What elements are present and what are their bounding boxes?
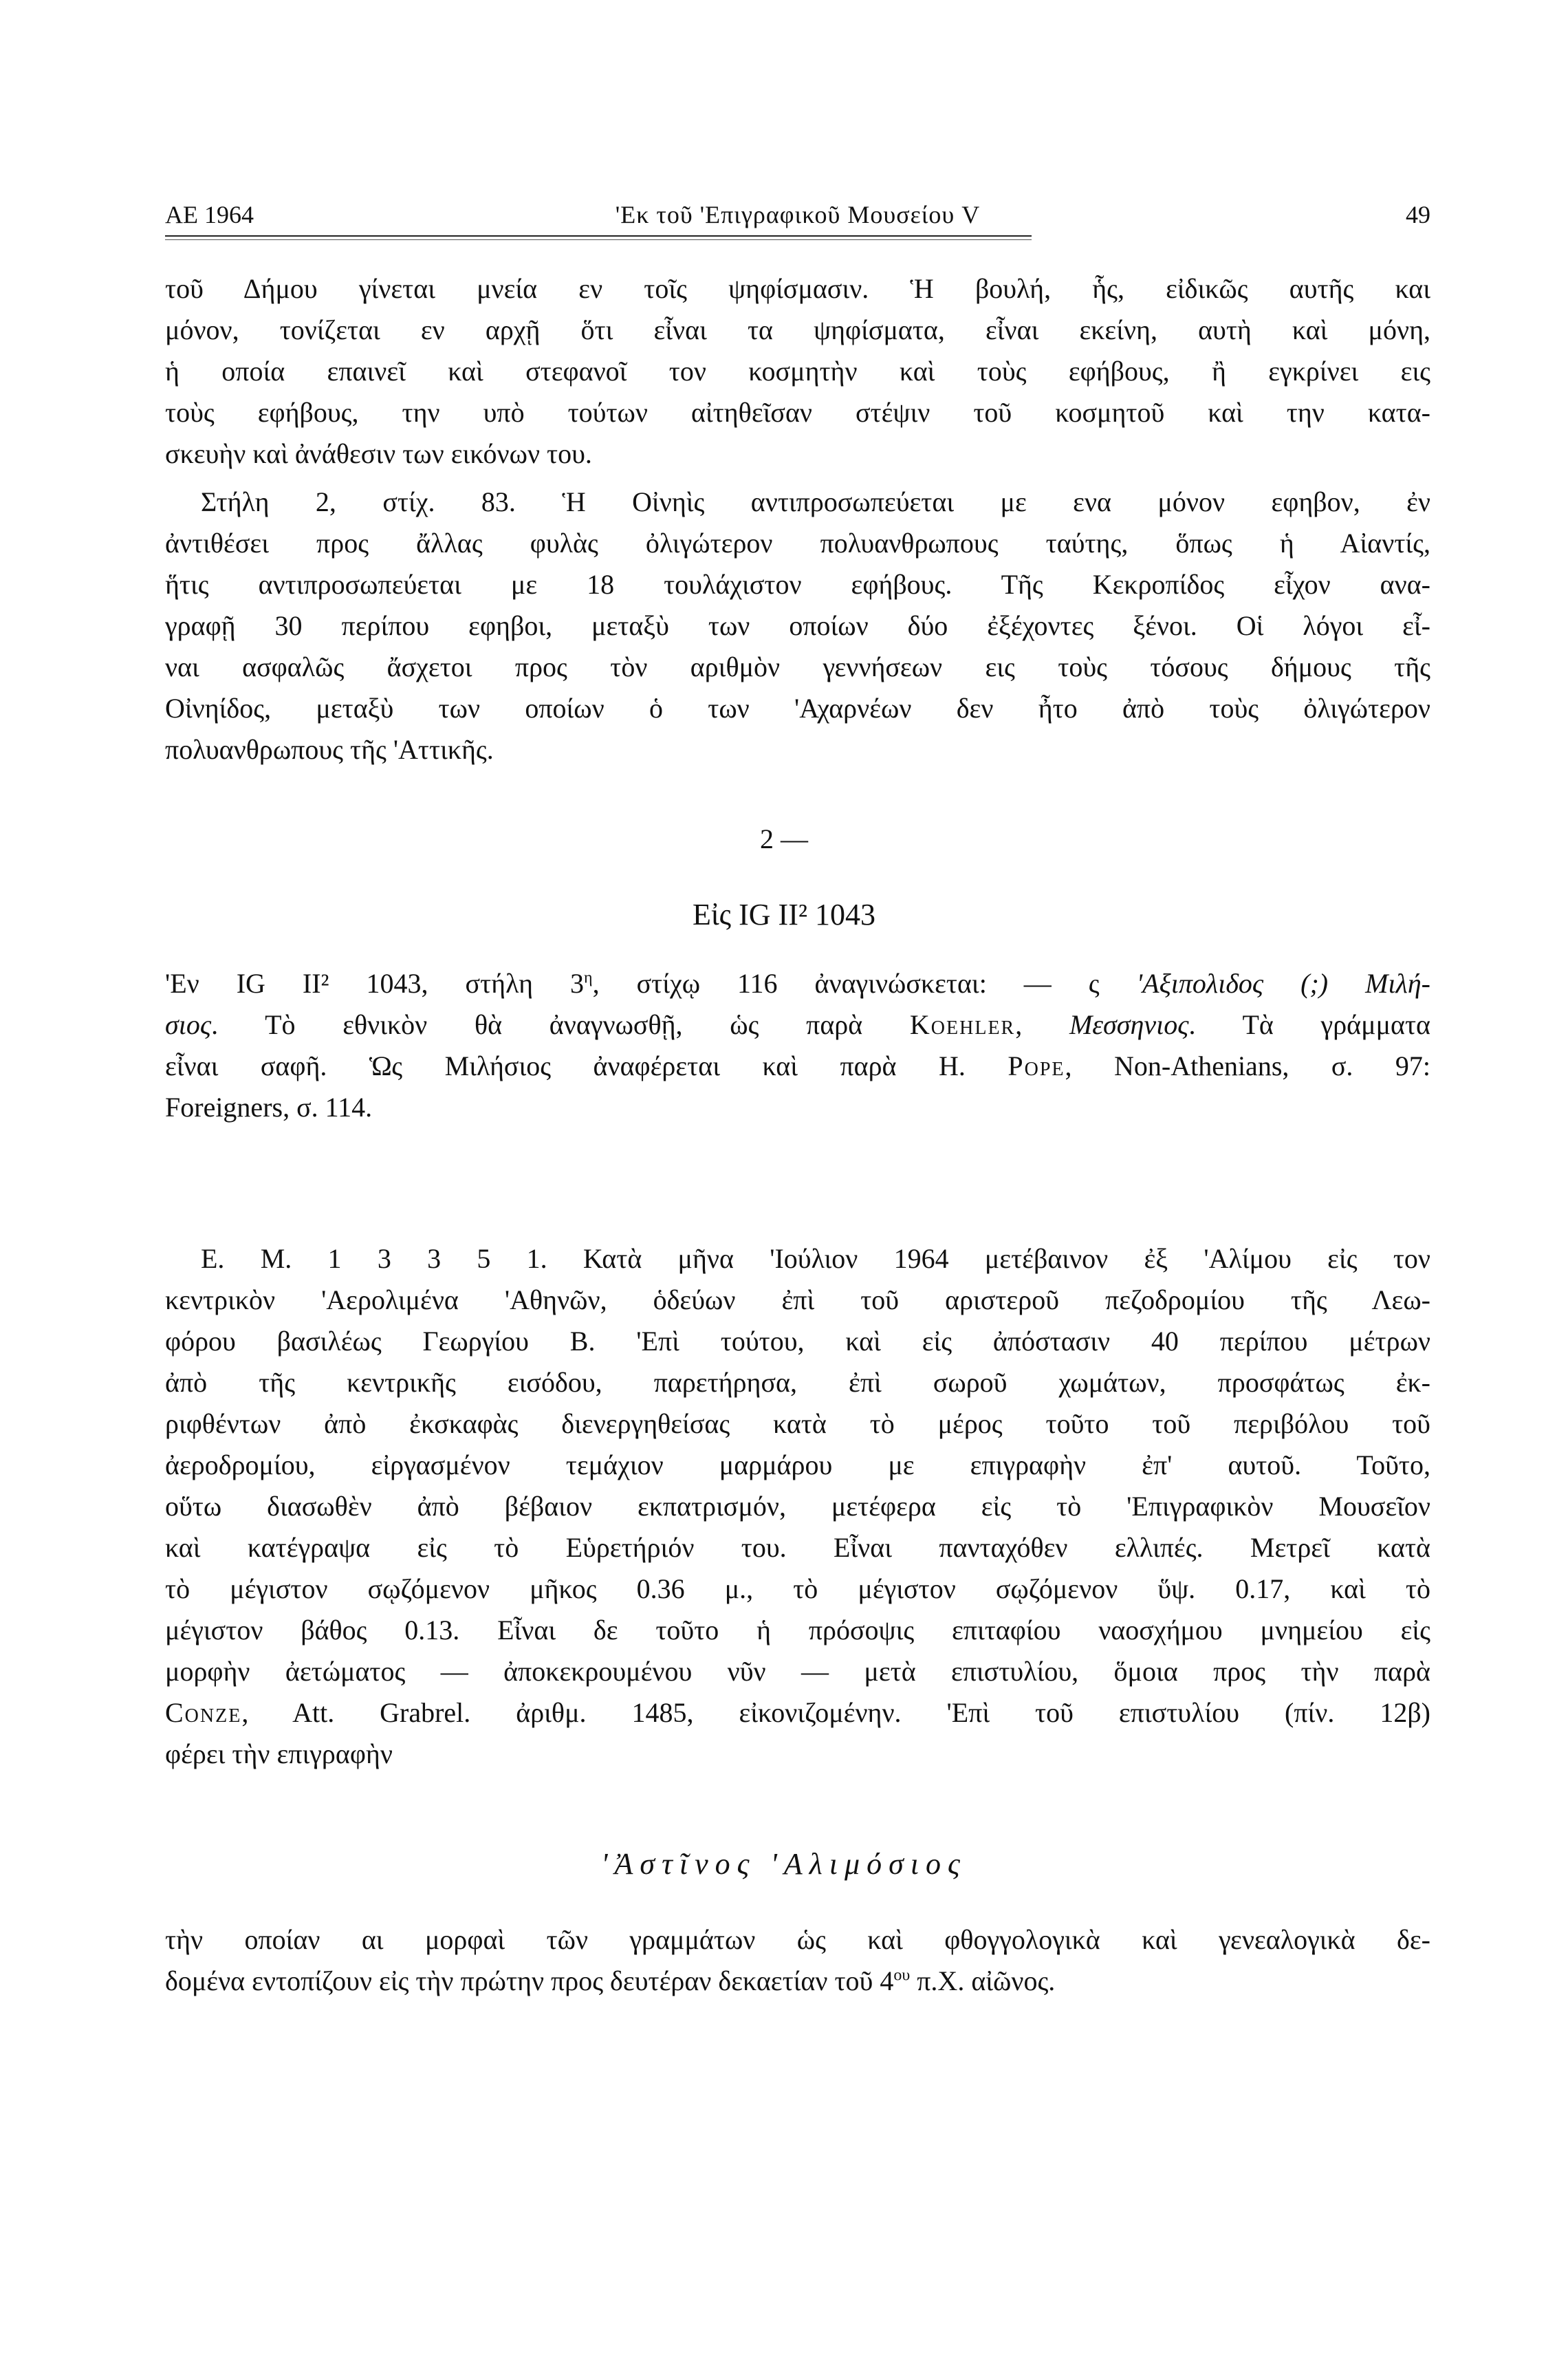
italic-text: σιος [165,1009,212,1040]
text-line [165,1692,1430,1734]
superscript: η [584,969,593,987]
text-run: εἶναι σαφῆ. Ὡς Μιλήσιος ἀναφέρεται καὶ παρὰ Η. [165,1050,1008,1081]
text-line: μορφὴν ἀετώματος — ἀποκεκρουμένου νῦν — μετὰ επιστυλίου, ὅμοια προς τὴν παρὰ [165,1656,1430,1687]
text-line: πολυανθρωπους τῆς 'Αττικῆς. [165,734,494,765]
text-run: 'Εν IG II² 1043, στήλη 3 [165,968,585,999]
text-line: γραφῇ 30 περίπου εφηβοι, μεταξὺ των οποίων δύο ἐξέχοντες ξένοι. Οἱ λόγοι εἶ- [165,610,1430,641]
text-run: δομένα εντοπίζουν εἰς τὴν πρώτην προς δευτέραν δεκαετίαν τοῦ 4 [165,1965,894,1996]
text-line: φόρου βασιλέως Γεωργίου Β. 'Επὶ τούτου, καὶ εἰς ἀπόστασιν 40 περίπου μέτρων [165,1326,1430,1357]
paragraph-5 [165,1919,1430,2002]
text-line: μόνον, τονίζεται εν αρχῇ ὅτι εἶναι τα ψηφίσματα, εἶναι εκείνη, αυτὴ καὶ μόνη, [165,314,1430,345]
text-line [165,963,1430,1004]
text-line: Στήλη 2, στίχ. 83. Ἡ Οἰνηὶς αντιπροσωπεύεται με ενα μόνον εφηβον, ἐν [201,486,1430,517]
text-run: . Τὰ γράμματα [1188,1009,1431,1040]
page-number: 49 [1406,201,1430,228]
text-line: ἀεροδρομίου, εἰργασμένον τεμάχιον μαρμάρου με επιγραφὴν ἐπ' αυτοῦ. Τοῦτο, [165,1449,1430,1480]
paragraph-4 [165,1238,1430,1775]
text-line: τὴν οποίαν αι μορφαὶ τῶν γραμμάτων ὡς καὶ φθογγολογικὰ καὶ γενεαλογικὰ δε- [165,1924,1430,1955]
running-title: 'Εκ τοῦ 'Επιγραφικοῦ Μουσείου V [615,201,981,228]
text-line: ἡ οποία επαινεῖ καὶ στεφανοῖ τον κοσμητὴν καὶ τοὺς εφήβους, ἢ εγκρίνει εις [165,356,1430,387]
text-run: , [1015,1009,1069,1040]
text-line: ἀπὸ τῆς κεντρικῆς εισόδου, παρετήρησα, ἐπὶ σωροῦ χωμάτων, προσφάτως ἐκ- [165,1367,1430,1398]
text-line: ἥτις αντιπροσωπεύεται με 18 τουλάχιστον εφήβους. Τῆς Κεκροπίδος εἶχον ανα- [165,569,1430,600]
header-rule-thin [165,239,1032,240]
inscription-text: 'Ἀστῖνος 'Αλιμόσιος [601,1847,967,1881]
section-number: 2 — [760,823,808,854]
italic-text: Μεσσηνιος [1069,1009,1189,1040]
text-line: ναι ασφαλῶς ἄσχετοι προς τὸν αριθμὸν γεννήσεων εις τοὺς τόσους δήμους τῆς [165,651,1430,682]
text-run: , Att. Grabrel. ἀριθμ. 1485, εἰκονιζομένην. 'Επὶ τοῦ επιστυλίου (πίν. 12β) [241,1697,1430,1728]
paragraph-1 [165,268,1430,475]
header-rule [165,235,1032,237]
text-line: κεντρικὸν 'Αερολιμένα 'Αθηνῶν, ὁδεύων ἐπὶ τοῦ αριστεροῦ πεζοδρομίου τῆς Λεω- [165,1284,1430,1315]
text-line: σκευὴν καὶ ἀνάθεσιν των εικόνων του. [165,438,592,469]
text-line: μέγιστον βάθος 0.13. Εἶναι δε τοῦτο ἡ πρόσοψις επιταφίου ναοσχήμου μνημείου εἰς [165,1615,1430,1646]
journal-reference: ΑΕ 1964 [165,201,254,228]
text-line: ριφθέντων ἀπὸ ἐκσκαφὰς διενεργηθείσας κατὰ τὸ μέρος τοῦτο τοῦ περιβόλου τοῦ [165,1408,1430,1439]
text-line: τοὺς εφήβους, την υπὸ τούτων αἰτηθεῖσαν στέψιν τοῦ κοσμητοῦ καὶ την κατα- [165,397,1430,428]
text-run: π.Χ. αἰῶνος. [910,1965,1056,1996]
italic-text: 'Αξιπολιδος (;) Μιλή- [1136,968,1430,999]
text-run: . Τὸ εθνικὸν θὰ ἀναγνωσθῇ, ὡς παρὰ [211,1009,910,1040]
text-line: φέρει τὴν επιγραφὴν [165,1738,393,1769]
text-line [165,1961,1430,2002]
text-line: τὸ μέγιστον σῳζόμενον μῆκος 0.36 μ., τὸ μέγιστον σῳζόμενον ὕψ. 0.17, καὶ τὸ [165,1573,1430,1604]
text-line [165,1046,1430,1087]
author-name: Pope [1008,1050,1065,1081]
text-line [165,1004,1430,1046]
text-run: , Non-Athenians, σ. 97: [1065,1050,1431,1081]
text-line: Foreigners, σ. 114. [165,1092,373,1123]
text-line: ἀντιθέσει προς ἄλλας φυλὰς ὀλιγώτερον πολυανθρωπους ταύτης, ὅπως ἡ Αἰαντίς, [165,528,1430,559]
text-line: τοῦ Δήμου γίνεται μνεία εν τοῖς ψηφίσμασιν. Ἡ βουλή, ἧς, εἰδικῶς αυτῆς και [165,273,1430,304]
superscript: ου [893,1966,911,1985]
paragraph-3 [165,963,1430,1128]
author-name: Conze [165,1697,242,1728]
author-name: Koehler [909,1009,1016,1040]
running-header [165,194,1430,235]
text-line: Οἰνηίδος, μεταξὺ των οποίων ὁ των 'Αχαρνέων δεν ἦτο ἀπὸ τοὺς ὀλιγώτερον [165,693,1430,724]
text-line: οὕτω διασωθὲν ἀπὸ βέβαιον εκπατρισμόν, μετέφερα εἰς τὸ 'Επιγραφικὸν Μουσεῖον [165,1491,1430,1522]
paragraph-2 [165,482,1430,770]
text-line: καὶ κατέγραψα εἰς τὸ Εὑρετήριόν του. Εἶναι πανταχόθεν ελλιπές. Μετρεῖ κατὰ [165,1532,1430,1563]
text-run: , στίχῳ 116 ἀναγινώσκεται: — ς [592,968,1137,999]
text-line: Ε. Μ. 1 3 3 5 1. Κατὰ μῆνα 'Ιούλιον 1964 μετέβαινον ἐξ 'Αλίμου εἰς τον [201,1243,1430,1274]
section-title: Εἰς IG II² 1043 [692,898,876,931]
